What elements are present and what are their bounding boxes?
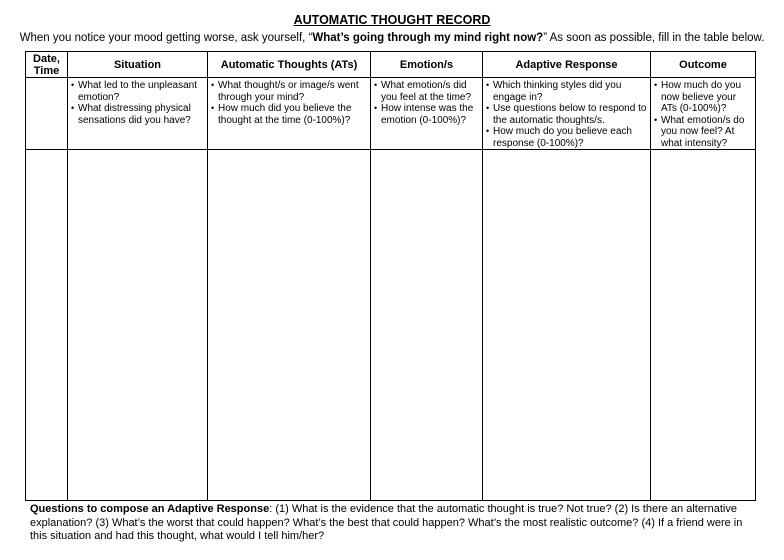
- prompt-item: • What thought/s or image/s went through your mind?: [211, 80, 367, 103]
- prompt-cell-outcome: [651, 78, 756, 150]
- prompt-item: • What emotion/s do you now feel? At what intensity?: [654, 115, 752, 150]
- prompt-item: • What led to the unpleasant emotion?: [71, 80, 204, 103]
- prompt-cell-emotions: [371, 78, 483, 150]
- column-header-emotions: Emotion/s: [371, 52, 483, 78]
- adaptive-response-questions: Questions to compose an Adaptive Response: (1) What is the evidence that the automatic thought is true? Not true? (2) Is there an alternative explanation? (3) What’s the worst that could happen? What’s the best that could happen? What’s the most realistic outcome? (4) If a friend were in this situation and had this thought, what would I tell him/her?: [30, 503, 743, 542]
- prompt-cell-situation: [68, 78, 208, 150]
- prompt-cell-date-time: [26, 78, 68, 150]
- prompt-item: • How much did you believe the thought at the time (0-100%)?: [211, 103, 367, 126]
- prompt-cell-adaptive-response: [483, 78, 651, 150]
- entry-cell-situation[interactable]: [68, 150, 208, 501]
- entry-cell-date-time[interactable]: [26, 150, 68, 501]
- prompt-item: • What emotion/s did you feel at the time?: [374, 80, 479, 103]
- entry-row: [26, 150, 756, 501]
- column-header-adaptive-response: Adaptive Response: [483, 52, 651, 78]
- column-header-situation: Situation: [68, 52, 208, 78]
- column-header-automatic-thoughts: Automatic Thoughts (ATs): [208, 52, 371, 78]
- prompt-item: • How much do you believe each response (0-100%)?: [486, 126, 647, 149]
- prompt-cell-automatic-thoughts: [208, 78, 371, 150]
- entry-cell-adaptive-response[interactable]: [483, 150, 651, 501]
- entry-cell-automatic-thoughts[interactable]: [208, 150, 371, 501]
- instructions: When you notice your mood getting worse, ask yourself, “What’s going through my mind right now?” As soon as possible, fill in the table below.: [19, 32, 765, 44]
- page-title: AUTOMATIC THOUGHT RECORD: [293, 13, 491, 27]
- prompt-item: • What distressing physical sensations did you have?: [71, 103, 204, 126]
- column-header-date-time: Date, Time: [26, 52, 68, 78]
- prompt-item: • How much do you now believe your ATs (0-100%)?: [654, 80, 752, 115]
- entry-cell-emotions[interactable]: [371, 150, 483, 501]
- column-header-outcome: Outcome: [651, 52, 756, 78]
- prompt-item: • How intense was the emotion (0-100%)?: [374, 103, 479, 126]
- prompt-item: • Use questions below to respond to the automatic thoughts/s.: [486, 103, 647, 126]
- header-row: [26, 52, 756, 78]
- prompt-item: • Which thinking styles did you engage in?: [486, 80, 647, 103]
- entry-cell-outcome[interactable]: [651, 150, 756, 501]
- prompt-row: [26, 78, 756, 150]
- thought-record-table: [25, 51, 756, 501]
